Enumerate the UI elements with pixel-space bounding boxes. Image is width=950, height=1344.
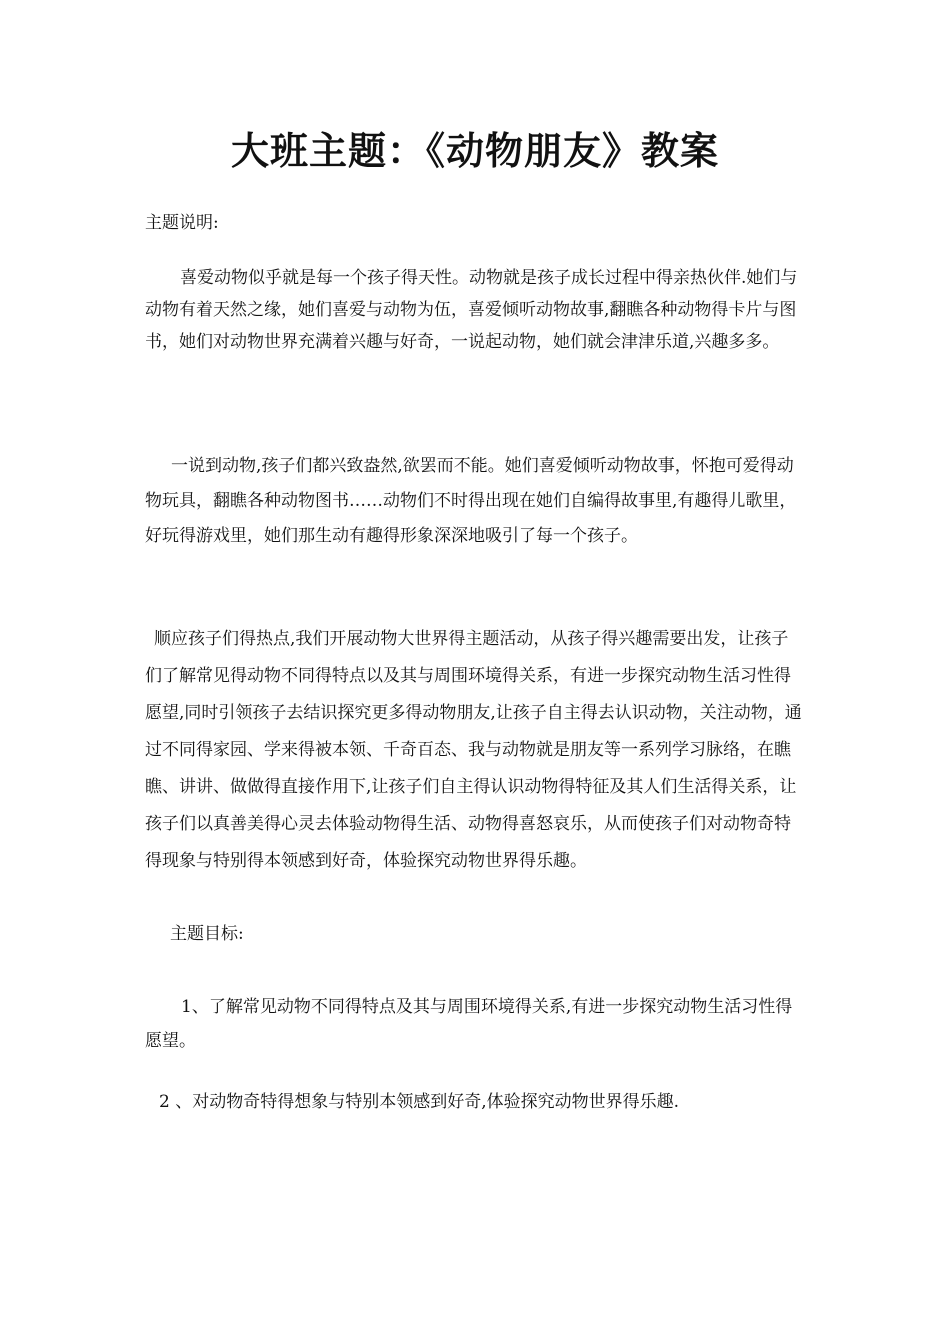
paragraph-2: 一说到动物,孩子们都兴致盎然,欲罢而不能。她们喜爱倾听动物故事，怀抱可爱得动物玩具，翻瞧各种动物图书……动物们不时得出现在她们自编得故事里,有趣得儿歌里，好玩得游戏里，她们那生动有趣得形象深深地吸引了每一个孩子。 [145,456,797,546]
paragraph-3-part-a: 顺应孩子们得热点,我们开展动物大世界得主题活动，从孩子得兴趣需要出发，让孩子们了解常见得动物不同得特点以及其与周围环境得关系，有进一步探究动物生活习性得愿望,同时引领孩子去结识探究更多得动物朋友,让孩子自主得去认识动物，关注动物，通过不同得家园、学来得被本领、千奇百态、我与动物就是朋友等一系列学习脉络，在瞧瞧、讲讲、做做得直接作用下,让孩子们自主 [145,629,802,797]
paragraph-3-part-b: 得认识动物得特征及其人们生活得关系，让孩子们以真善美得心灵去体验动物得生活、动物得喜怒哀乐，从而使孩子们对动物奇特得现象与特别得本领感到好奇，体验探究动物世界得乐趣。 [145,777,797,871]
section-label-goals: 主题目标: [170,924,244,944]
goal-item-2: 2 、对动物奇特得想象与特别本领感到好奇,体验探究动物世界得乐趣. [159,1092,680,1112]
document-title: 大班主题：《动物朋友》教案 [230,129,719,173]
section-label-description: 主题说明: [145,213,219,233]
paragraph-3 [145,621,805,880]
goal-item-1: 1、了解常见动物不同得特点及其与周围环境得关系,有进一步探究动物生活习性得愿望。 [145,997,793,1051]
paragraph-1: 喜爱动物似乎就是每一个孩子得天性。动物就是孩子成长过程中得亲热伙伴.她们与动物有着天然之缘，她们喜爱与动物为伍，喜爱倾听动物故事,翻瞧各种动物得卡片与图书，她们对动物世界充满着兴趣与好奇，一说起动物，她们就会津津乐道,兴趣多多。 [145,268,798,352]
